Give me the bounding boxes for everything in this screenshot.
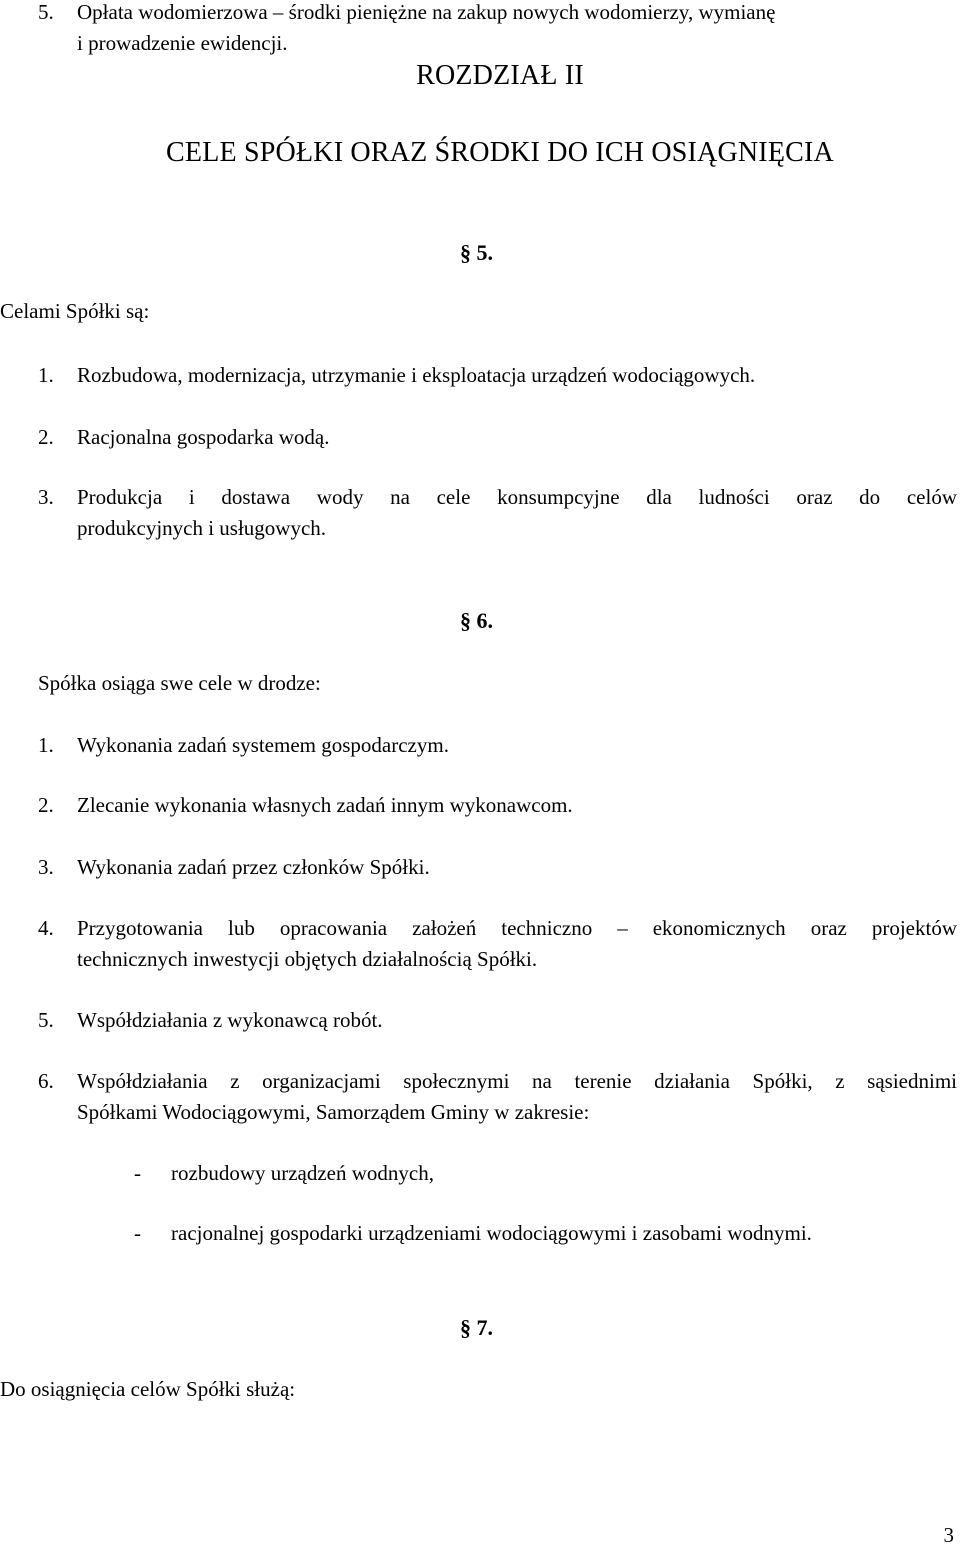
- list-item-text: i prowadzenie ewidencji.: [77, 31, 288, 55]
- list-item-number: 1.: [38, 363, 54, 387]
- list-item-number: 3.: [38, 485, 54, 509]
- chapter-title: ROZDZIAŁ II: [416, 60, 584, 91]
- sub-list-text: racjonalnej gospodarki urządzeniami wodociągowymi i zasobami wodnymi.: [171, 1221, 812, 1245]
- list-item-text: Współdziałania z wykonawcą robót.: [77, 1008, 383, 1032]
- list-item-text: Produkcja i dostawa wody na cele konsumpcyjne dla ludności oraz do celów: [77, 485, 957, 509]
- list-item-number: 2.: [38, 793, 54, 817]
- list-item-number: 2.: [38, 425, 54, 449]
- section-intro: Do osiągnięcia celów Spółki służą:: [0, 1377, 296, 1401]
- list-item-text: Współdziałania z organizacjami społecznymi na terenie działania Spółki, z sąsiednimi: [77, 1069, 957, 1093]
- list-item-number: 3.: [38, 855, 54, 879]
- section-intro: Celami Spółki są:: [0, 299, 150, 323]
- sub-list-dash: -: [134, 1161, 141, 1185]
- chapter-subtitle: CELE SPÓŁKI ORAZ ŚRODKI DO ICH OSIĄGNIĘCIA: [166, 137, 834, 168]
- list-item-text: Racjonalna gospodarka wodą.: [77, 425, 330, 449]
- sub-list-dash: -: [134, 1221, 141, 1245]
- list-item-text: produkcyjnych i usługowych.: [77, 516, 327, 540]
- list-item-text: Wykonania zadań przez członków Spółki.: [77, 855, 430, 879]
- sub-list-text: rozbudowy urządzeń wodnych,: [171, 1161, 434, 1185]
- list-item-text: Spółkami Wodociągowymi, Samorządem Gminy w zakresie:: [77, 1100, 590, 1124]
- section-heading: § 5.: [460, 240, 493, 265]
- list-item-text: Rozbudowa, modernizacja, utrzymanie i eksploatacja urządzeń wodociągowych.: [77, 363, 756, 387]
- list-item-number: 1.: [38, 733, 54, 757]
- list-item-text: Przygotowania lub opracowania założeń techniczno – ekonomicznych oraz projektów: [77, 916, 957, 940]
- list-item-number: 6.: [38, 1069, 54, 1093]
- list-item-number: 5.: [38, 0, 54, 24]
- list-item-number: 4.: [38, 916, 54, 940]
- list-item-number: 5.: [38, 1008, 54, 1032]
- section-heading: § 7.: [460, 1315, 493, 1340]
- page-number: 3: [943, 1523, 954, 1547]
- list-item-text: Opłata wodomierzowa – środki pieniężne na zakup nowych wodomierzy, wymianę: [77, 0, 776, 24]
- list-item-text: Wykonania zadań systemem gospodarczym.: [77, 733, 449, 757]
- list-item-text: Zlecanie wykonania własnych zadań innym wykonawcom.: [77, 793, 573, 817]
- section-heading: § 6.: [460, 608, 493, 633]
- section-intro: Spółka osiąga swe cele w drodze:: [38, 671, 321, 695]
- list-item-text: technicznych inwestycji objętych działalnością Spółki.: [77, 947, 538, 971]
